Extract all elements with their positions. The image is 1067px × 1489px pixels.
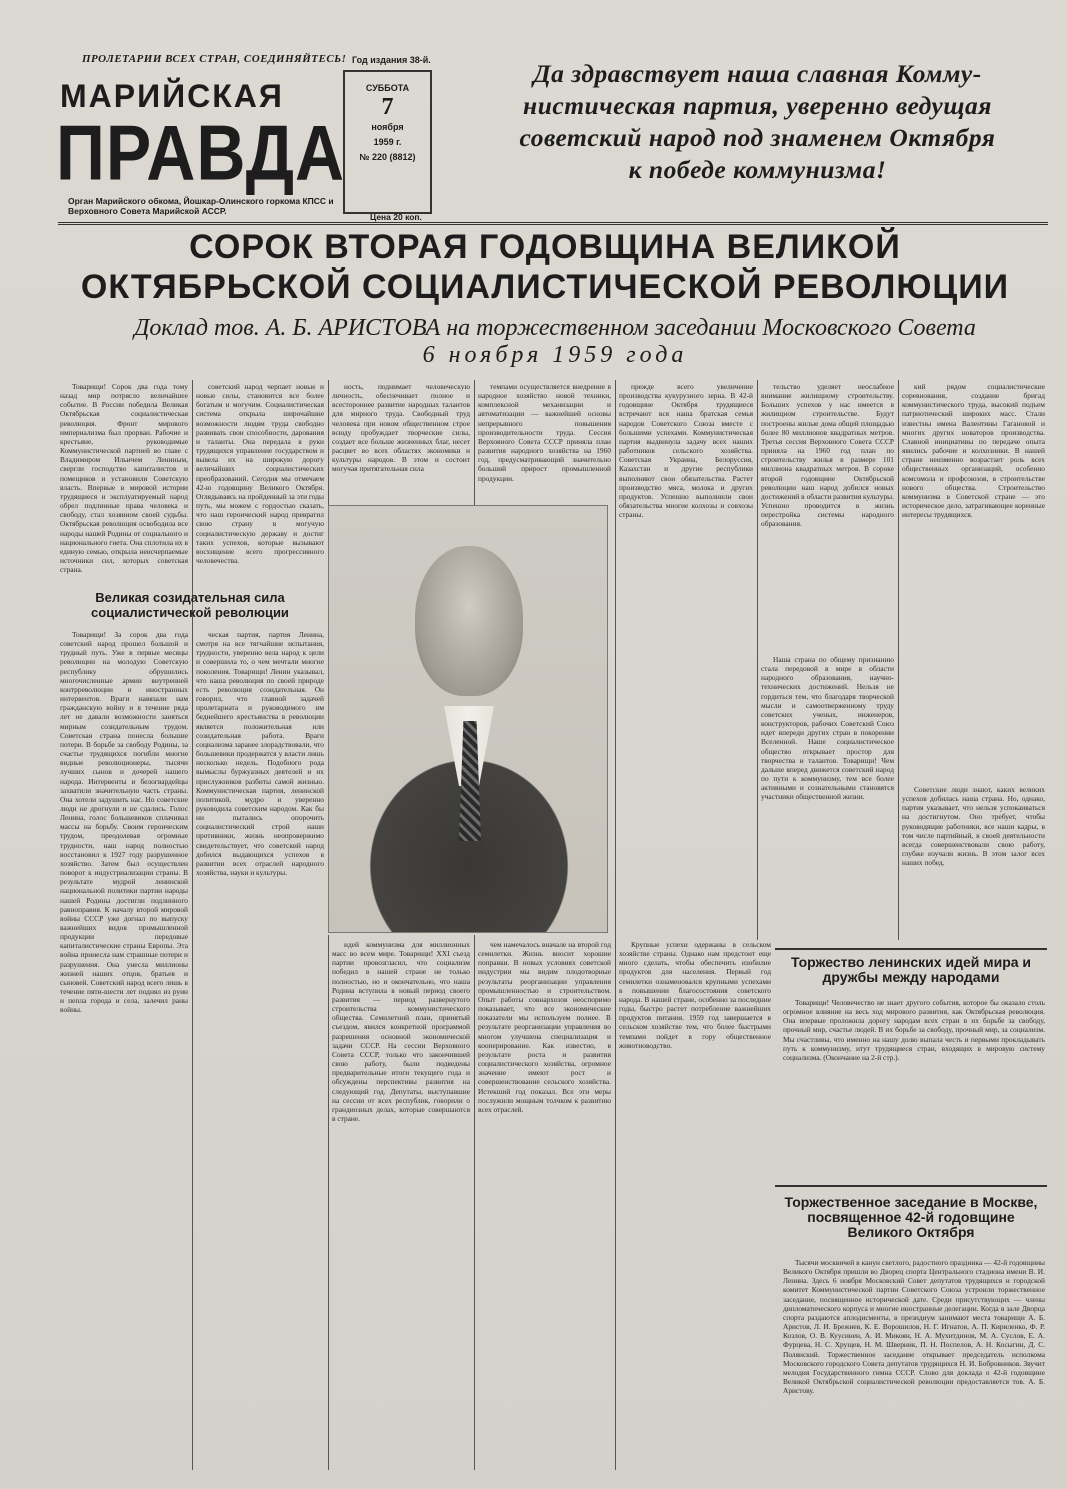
portrait-photo — [328, 505, 608, 933]
article-text: ность, поднимает человеческую личность, обеспечивает полное и всестороннее развитие народных талантов для мирного труда. Свободный труд человека при новом общественном строе всюду пробуждает творческие силы, создает все больше жизненных благ, несет расцвет во всех областях экономики и культуры народов. В этом и состоит могучая притягательная сила — [332, 382, 470, 474]
headline-line: ОКТЯБРЬСКОЙ СОЦИАЛИСТИЧЕСКОЙ РЕВОЛЮЦИИ — [80, 268, 1010, 306]
issue-number: № 220 (8812) — [359, 152, 416, 162]
banner-line: Да здравствует наша славная Комму- — [533, 59, 982, 88]
article-column — [783, 1258, 1045, 1478]
article-column — [761, 382, 894, 652]
article-column — [619, 940, 771, 1475]
article-text: Наша страна по общему признанию стала передовой в мире в области народного образования, научно-технических достижений. Нельзя не гордиться тем, что благодаря творческой мысли и самоотверженному труду советских ученых, инженеров, конструкторов, рабочих Советский Союз идет впереди других стран в покорении Вселенной. Наше социалистическое общество открывает простор для творчества и талантов. Товарищи! Чем дальше вперед движется советский народ по пути к коммунизму, тем все более активными и сознательными становятся участники общественной жизни. — [761, 655, 894, 802]
article-text: Товарищи! Сорок два года тому назад мир потрясло величайшее событие. В России победила Великая Октябрьская социалистическая революция. Фронт мирового империализма был прорван. Рабочие и крестьяне, руководимые Коммунистической партией во главе с Владимиром Ильичем Лениным, свергли господство капиталистов и помещиков и установили Советскую власть. Впервые в мировой истории трудящиеся и эксплуатируемый народ обрел подлинные права человека и свободу, стал хозяином своей судьбы. Октябрьская революция освободила все народы нашей Родины от социального и национального гнета. Она сплотила их в единую семью, открыла неисчерпаемые источники сил, которых советская страна. — [60, 382, 188, 575]
article-text: Товарищи! Человечество не знает другого события, которое бы оказало столь огромное влияние на весь ход мирового развития, как Октябрьская революция. Она впервые проложила дорогу народам всех стран в их борьбе за свободу, прочный мир, счастье людей. В их борьбе за свободу, прочный мир, за социализм. Мы счастливы, что именно на нашу долю выпала честь и первыми прокладывать путь к коммунизму, итут трудящиеся стран, входящих в мировую систему социализма. (Окончание на 2-й стр.). — [783, 998, 1045, 1062]
section-heading-zasedanie: Торжественное заседание в Москве, посвященное 42-й годовщине Великого Октября — [784, 1194, 1038, 1240]
article-text: ческая партия, партия Ленина, смотря на все тягчайшие испытания, трудности, уверенно вела народ к цели и совершила то, о чем мечтали многие поколения. Товарищи! Ленин указывал, что наша революция по своей природе есть революция созидательная. Он говорил, что главной задачей пролетариата и руководимого им беднейшего крестьянства в революции является положительная или созидательная работа. Враги социализма заранее злорадствовали, что большевики продержатся у власти лишь несколько недель. Подобного рода вымыслы буржуазных деятелей и их прислужников разбиты самой жизнью. Коммунистическая партия, ленинской политикой, мудро и уверенно руководила советским народом. Как бы ни пытались опорочить социалистический строй наши противники, жизнь неопровержимо свидетельствует, что советский народ добился выдающихся успехов в развитии всех отраслей народного хозяйства, науки и культуры. — [196, 630, 324, 878]
article-text: тельство уделяет неослабное внимание жилищному строительству. Больших успехов у нас имеется в жилищном строительстве. Будут построены жилые дома общей площадью более 80 миллионов квадратных метров. Третья сессия Верховного Совета СССР приняла на 1960 год план по строительству жилья в размере 101 миллиона квадратных метров. В сороке второй годовщине Октябрьской революции наш народ добился новых достижений в области развития культуры. Успешно проводится в жизнь перестройка системы народного образования. — [761, 382, 894, 529]
newspaper-title-line1: МАРИЙСКАЯ — [60, 78, 284, 114]
subhead-line: Доклад тов. А. Б. АРИСТОВА на торжественном заседании Московского Совета — [134, 315, 976, 341]
headline-line: СОРОК ВТОРАЯ ГОДОВЩИНА ВЕЛИКОЙ — [189, 228, 901, 266]
article-text: прежде всего увеличение производства кукурузного зерна. В 42-й годовщине Октября трудящиеся встречают вся наша братская семья народов Советского Союза вместе с большими успехами. Коммунистическая партия выдвинула задачу всех наших работников сельского хозяйства. Советская Украина, Белоруссия, Казахстан и другие республики выполняют свои обязательства. Растет производство мяса, молока и других продуктов. Успешно выполнили свои обязательства многие колхозы и совхозы страны. — [619, 382, 753, 520]
column-rule — [615, 380, 616, 1470]
portrait-face — [415, 546, 523, 696]
article-text: советский народ черпает новые и новые силы, становится все более богатым и могучим. Социалистическая система открыла широчайшие возможности людям труда свободно развивать свои способности, дарования и таланты. Она передала в руки трудящихся управление государством и вывела их на широкую дорогу величайших социалистических преобразований. Сегодня мы отмечаем 42-ю годовщину Великого Октября. Оглядываясь на пройденный за эти годы путь, мы можем с гордостью сказать, что наш героический народ превратил свою страну в могучую социалистическую державу и достиг таких успехов, которые вызывают восхищение всего прогрессивного человечества. — [196, 382, 324, 565]
column-rule — [328, 380, 329, 505]
main-headline — [40, 227, 1050, 307]
article-column — [619, 382, 753, 937]
article-column — [60, 630, 188, 1475]
month: ноября — [371, 122, 404, 132]
column-rule — [757, 380, 758, 940]
article-column — [902, 382, 1045, 782]
section-rule — [775, 948, 1047, 950]
article-text: кий рядом социалистические соревнования, создание бригад коммунистического труда, высокий подъем патриотический широких масс. Стали известны имена Валентины Гагановой и многих других новаторов производства. Славной инициативы по передаче опыта явились рабочие и колхозники. В нашей стране неизменно возрастает роль всех общественных организаций, особенно комсомола и профсоюзов, в строительстве нового общества. Строительство коммунизма в Советской стране — это историческое дело, затрагивающее коренные интересы трудящихся. — [902, 382, 1045, 520]
publication-year: Год издания 38-й. — [352, 55, 431, 65]
article-column — [478, 940, 611, 1475]
article-column — [196, 382, 324, 582]
banner-line: советский народ под знаменем Октября — [519, 123, 996, 152]
slogan: ПРОЛЕТАРИИ ВСЕХ СТРАН, СОЕДИНЯЙТЕСЬ! — [82, 53, 347, 65]
day-number: 7 — [381, 94, 394, 120]
newspaper-title-line2: ПРАВДА — [56, 109, 346, 197]
article-column — [332, 382, 470, 500]
article-text: Крупные успехи одержаны в сельском хозяйстве страны. Однако нам предстоит еще много сделать, чтобы обеспечить изобилие продуктов для населения. Первый год семилетки ознаменовался крупными успехами в повышении благосостояния советского народа. В нашей стране, особенно за последние годы, быстро растет потребление важнейших продуктов питания. 1959 год завершается в сельском хозяйстве тем, что более быстрыми темпами пойдет в гору общественное животноводство. — [619, 940, 771, 1050]
date-box — [343, 70, 432, 214]
article-text: Тысячи москвичей в канун светлого, радостного праздника — 42-й годовщины Великого Октября пришли во Дворец спорта Центрального стадиона имени В. И. Ленина. Здесь 6 ноября Московский Совет депутатов трудящихся и городской комитет Коммунистической партии Советского Союза устроили торжественное заседание, посвященное исторической дате. Среди присутствующих — члены дипломатического корпуса и многие иностранные делегации. Когда в зале Дворца спорта раздаются аплодисменты, в президиум занимают места товарищи А. Б. Аристов, Л. И. Брежнев, К. Е. Ворошилов, Н. Г. Игнатов, А. П. Кириленко, Ф. Р. Козлов, О. В. Куусинен, А. И. Микоян, Н. А. Мухитдинов, М. А. Суслов, Е. А. Фурцева, Н. С. Хрущев, Н. М. Шверник, П. Н. Поспелов, А. Н. Косыгин, Д. С. Полянский. Торжественное заседание открывает председатель исполкома Московского городского Совета депутатов трудящихся Н. И. Бобровников. Звучит мелодия Государственного гимна СССР. Слово для доклада о 42-й годовщине Великой Октябрьской социалистической революции предоставляется тов. А. Б. Аристову. — [783, 1258, 1045, 1396]
article-text: темпами осуществляется внедрение в народное хозяйство новой техники, комплексной механизации и автоматизации — важнейшей основы непрерывного повышения производительности труда. Сессия Верховного Совета СССР приняла план развития народного хозяйства на 1960 год, предусматривающий значительно больший прирост промышленной продукции. — [478, 382, 611, 483]
column-rule — [474, 380, 475, 505]
banner-line: нистическая партия, уверенно ведущая — [523, 91, 992, 120]
year-number: 1959 г. — [373, 137, 402, 147]
article-column — [332, 940, 470, 1475]
article-text: чем намечалось вначале на второй год семилетки. Жизнь вносит хорошие поправки. В новых условиях советской индустрии мы видим плодотворные результаты реорганизации управления промышленностью и строительством. Опыт работы совнархозов неоспоримо показывает, что все экономические показатели мы используем полнее. В результате реорганизации управления во многом улучшена специализация и кооперирование. Как известно, в результате роста и развития социалистического хозяйства, огромное значение имеют рост и совершенствование сельского хозяйства. Истекший год показал. Все эти меры послужили мощным толчком к развитию всех отраслей. — [478, 940, 611, 1114]
article-text: идей коммунизма для миллионных масс во всем мире. Товарищи! XXI съезд партии провозгласил, что социализм победил в нашей стране не только полностью, но и окончательно, что наша Родина вступила в новый период своего развития — период развернутого строительства коммунистического общества. Семилетний план, принятый съездом, явился конкретной программой разрешения основной экономической задачи СССР. На сессии Верховного Совета СССР, только что закончившей свою работу, были подведены предварительные итоги текущего года и обсуждены перспективы развития на следующий год. Депутаты, выступавшие на сессии от всех республик, говорили о грандиозных делах, которые совершаются в стране. — [332, 940, 470, 1123]
section-heading-velikaya: Великая созидательная сила социалистической революции — [91, 590, 289, 620]
price: Цена 20 коп. — [370, 212, 422, 222]
masthead-rule — [58, 222, 1048, 225]
section-heading-torzhestvo: Торжество ленинских идей мира и дружбы между народами — [790, 954, 1032, 985]
column-rule — [898, 380, 899, 940]
weekday: СУББОТА — [365, 83, 410, 93]
article-column — [60, 382, 188, 582]
report-subhead — [60, 315, 1050, 369]
article-column — [783, 998, 1045, 1178]
section-rule — [775, 1185, 1047, 1187]
column-rule — [474, 935, 475, 1470]
column-rule — [328, 935, 329, 1470]
subhead-date: 6 ноября 1959 года — [422, 342, 688, 368]
organ-line: Орган Марийского обкома, Йошкар-Олинского горкома КПСС и Верховного Совета Марийской АССР. — [68, 196, 334, 216]
article-column — [196, 630, 324, 1475]
article-column — [902, 785, 1045, 940]
banner-slogan — [470, 58, 1045, 186]
banner-line: к победе коммунизма! — [628, 155, 887, 184]
article-text: Товарищи! За сорок два года советский народ прошел большой и трудный путь. Уже в первые месяцы революции на молодую Советскую республику обрушились многочисленные армии внутренней контрреволюции и иностранных интервентов. Враги навязали нам гражданскую войну и в течение ряда лет не давали возможности заняться мирным созидательным трудом. Советская страна понесла большие потери. В борьбе за свободу Родины, за счастье трудящихся погибли многие видные революционеры, тысячи лучших сынов и дочерей нашего народа. Интервенты и белогвардейцы захватили значительную часть страны. Она хотели задушить нас. Но советские люди не дрогнули и не сдались. Голос Ленина, голос большевиков сплачивал массы на борьбу. Своим героическим трудом, преодолевая огромные трудности, наш народ полностью восстановил к 1927 году разрушенное хозяйство. Затем был осуществлен поворот к индустриализации страны. В результате мудрой ленинской национальной политики партии народы нашей Родины достигли подлинного равноправия. К началу второй мировой войны СССР уже догнал по выпуску важнейших видов промышленной продукции передовые капиталистические страны Европы. Эта война принесла нам страшные потери и разрушения. Она унесла миллионы жизней наших отцов, братьев и сыновей. Советский народ всего лишь в течение пяти-шести лет поднял из руин и пепла города и села, залечил раны войны. — [60, 630, 188, 1015]
article-column — [761, 655, 894, 940]
article-column — [478, 382, 611, 500]
column-rule — [192, 380, 193, 1470]
article-text: Советские люди знают, каких великих успехов добилась наша страна. Но, однако, партия указывает, что нельзя успокаиваться на достигнутом. Оно требует, чтобы руководящие работники, все наши кадры, в том числе партийный, в своей деятельности всегда совершенствовали свою работу, глубже изучали жизнь. В этом залог всех наших побед. — [902, 785, 1045, 868]
